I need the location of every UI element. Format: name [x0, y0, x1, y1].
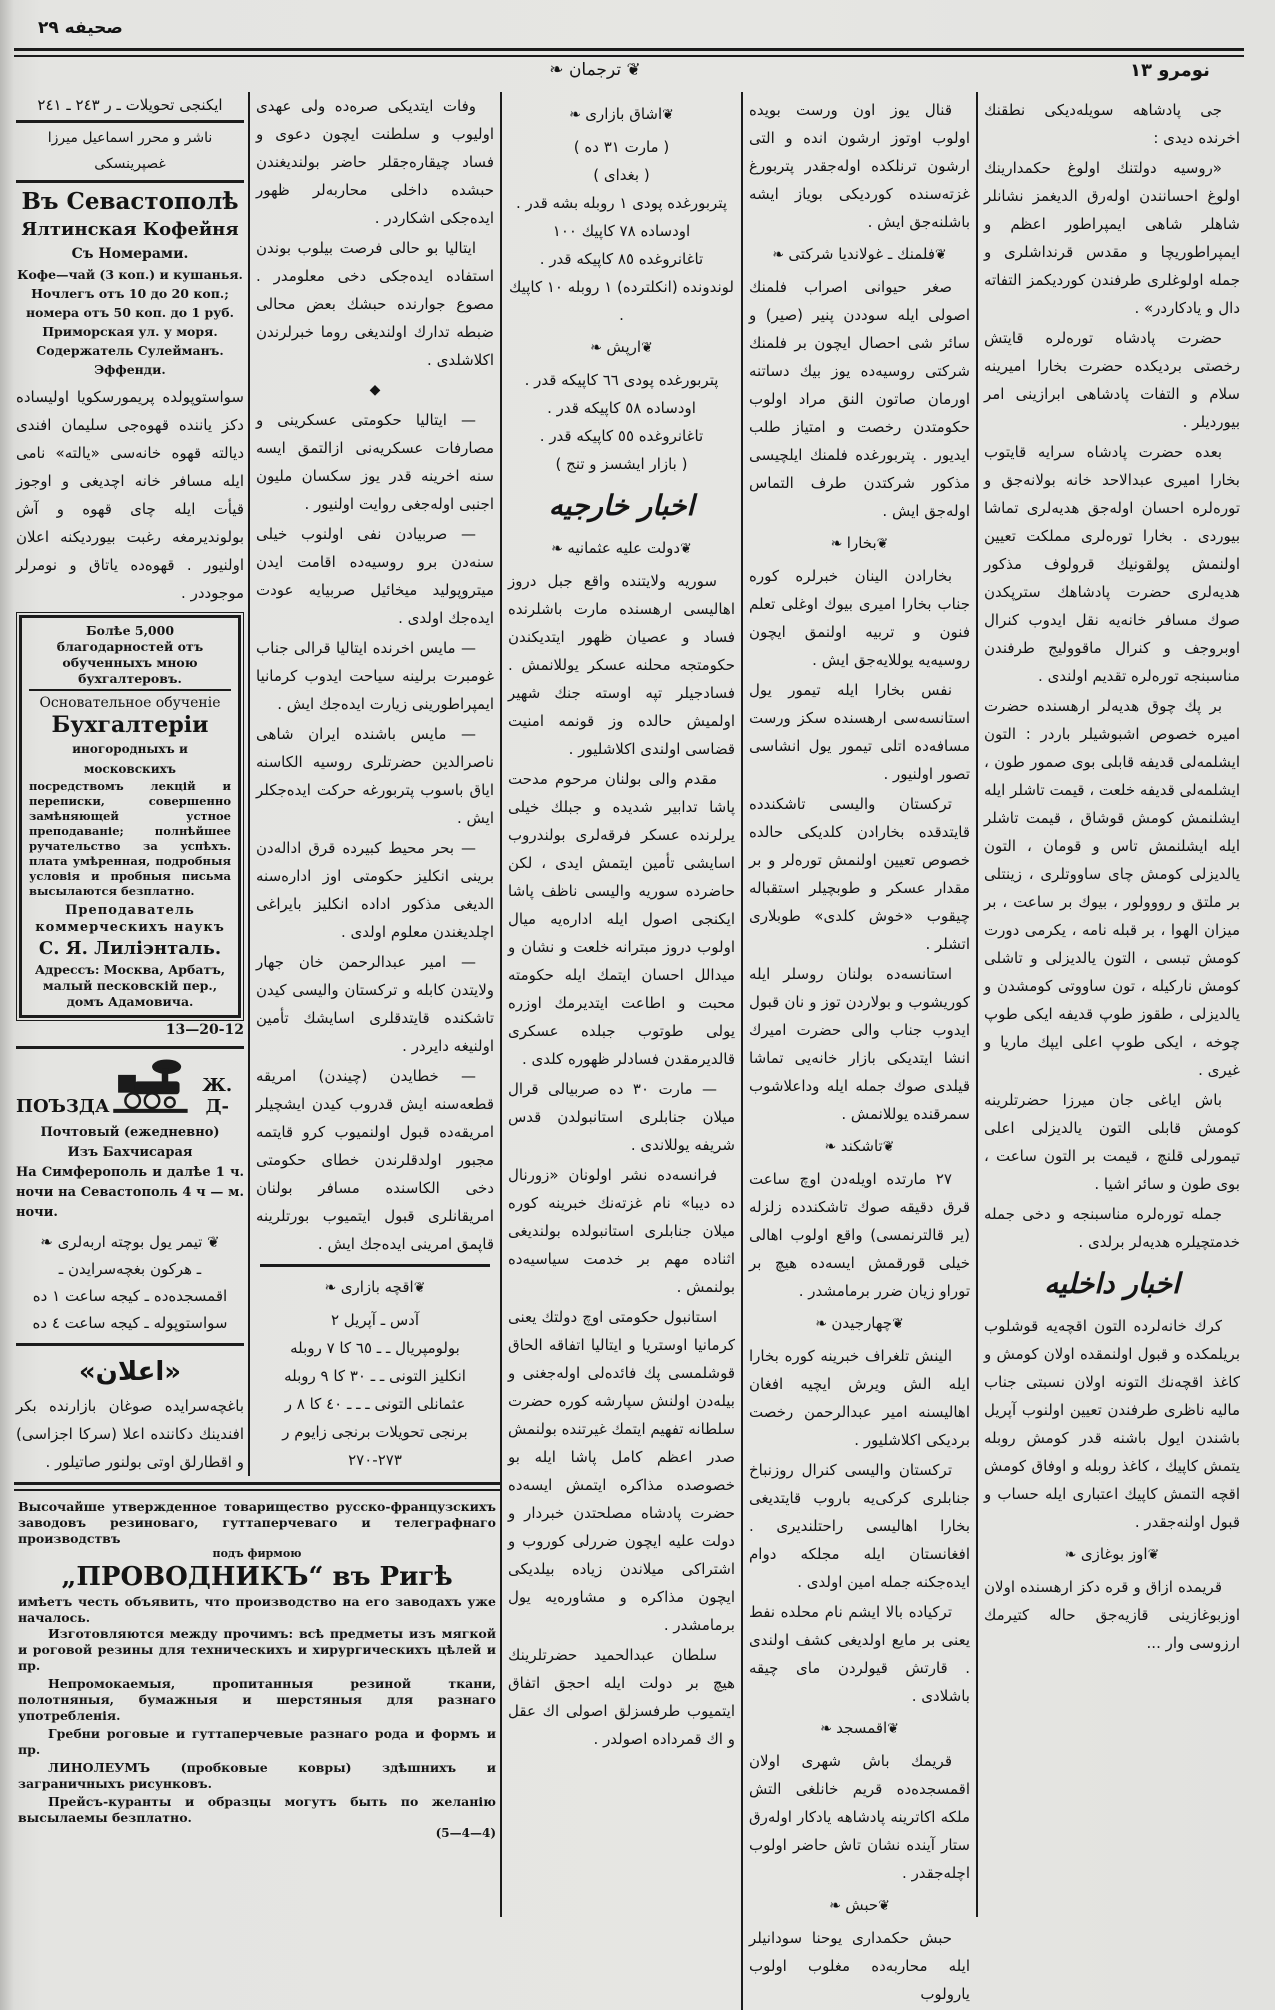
paragraph: قنال یوز اون ورست بویده اولوب اوتوز ارشون انده و التی ارشون ترنلکده اوله‌جقدر پتربورغ غزته‌سنده کوردیکی بویاز ایشه باشلنه‌جق ایش . [749, 101, 970, 231]
paragraph: سلطان عبدالحمید حضرتلرینك هیچ بر دولت ایله احجق اتفاق ایتمیوب طرفسزلق اصولی اك عقل و اك قمرداده اصولدر . [508, 1646, 735, 1748]
train-ad [16, 1057, 244, 1223]
ad-top: Болѣе 5,000 благодарностей отъ обученныхъ мною бухгалтеровъ. [29, 623, 231, 691]
ad-paragraph: имѣетъ честь объявить, что производство на его заводахъ уже началось. [18, 1594, 496, 1625]
left-columns [14, 92, 500, 1476]
ad-body: посредствомъ лекцій и переписки, совершенно замѣняющей устное преподаваніе; полнѣйшее ручательство за успѣхъ. плата умѣренная, подробныя условія и пробныя письма высылаются безплатно. [29, 779, 231, 898]
paragraph: باش ایاغی جان میرزا حضرتلرینه کومش قابلی التون یالدیزلی اعلی تیمورلی قلنچ ، قیمت بر التون ساعت ، بوی طون و سائر اشیا . [984, 1091, 1240, 1193]
centered-line: عثمانلی التونی ـ ـ ـ ٤٠ کا ٨ ر [284, 1395, 466, 1413]
paragraph: — مارت ٣٠ ده صربیالی قرال میلان جنابلری استانبولدن قدس شریفه یوللاندی . [508, 1080, 735, 1154]
centered-line: انکلیز التونی ـ ـ ٣٠ کا ٩ روبله [284, 1367, 466, 1385]
divider [16, 180, 244, 183]
ornament-icon: ❧ [40, 1233, 58, 1251]
paragraph: فرانسه‌ده نشر اولونان «زورنال ده دیبا» نام غزته‌نك خبرینه کوره میلان جنابلری استانبولده بولندیغی اثناده مهم بر خدمت سیاسیه‌ده بولنمش . [508, 1166, 735, 1296]
issue-number: نومرو ١٣ [1130, 60, 1210, 81]
ad-line: Основательное обученіе [39, 695, 221, 711]
left-column [14, 92, 248, 1476]
left-block [14, 92, 500, 1840]
ornament-icon: ❦ [202, 1233, 220, 1251]
centered-line: ( بغدای ) [593, 166, 650, 184]
ad-intro: Высочайше утвержденное товарищество русско-французскихъ заводовъ резиноваго, гуттаперчеваго и телеграфнаго производствъ [18, 1499, 496, 1546]
newspaper-name: ترجمان [568, 60, 622, 80]
ad-line: Содержатель Сулейманъ. [36, 343, 224, 358]
column-3 [500, 92, 741, 1917]
ad-line: Эффенди. [94, 362, 166, 377]
paragraph: — مایس باشنده ایران شاهی ناصرالدین حضرتلری روسیه الکاسنه ایاق باسوب پتربورغه حرکت ایده‌جکلر ایش . [256, 725, 494, 827]
heading [16, 1229, 244, 1256]
centered-line: اودساده ٧٨ کاپیك ١٠٠ [552, 222, 691, 240]
ad-line: Съ Номерами. [71, 246, 189, 262]
centered-line: آدس ـ آپریل ٢ [330, 1311, 420, 1329]
centered-line: برنجی تحویلات برنجی زایوم ر ٢٧٣-٢٧٠ [282, 1423, 468, 1469]
section-heading: ❦ تاشکند ❧ [749, 1132, 970, 1161]
masthead [0, 0, 1275, 92]
column-2 [248, 92, 500, 1476]
page-body [14, 92, 1275, 2010]
section-heading: ❦ اشاق بازاری ❧ [508, 100, 735, 129]
train-ad-tatar [16, 1229, 244, 1337]
divider [16, 1046, 244, 1049]
centered-line: تاغانروغده ٨٥ کاپیکه قدر . [539, 250, 704, 268]
section-heading: ❦ حبش ❧ [749, 1891, 970, 1920]
coffee-ad-tatar: سواستوپولده پریمورسکویا اولیساده دکز یاننده قهوه‌جی سلیمان افندی دیالته قهوه خانه‌سی «یالته» نامی ایله مسافر خانه اچدیغی و اوجوز قیأت ایله چای قهوه و آش بولوندیرمغه رغبت بیوردیکنه اعلان اولنیور . قهوه‌ده یاتاق و نومرلر موجوددر . [16, 388, 244, 602]
bookkeeping-ad [19, 615, 241, 1018]
ad-line: иногородныхъ и московскихъ [72, 742, 188, 776]
centered-line: تاغانروغده ٥٥ کاپیکه قدر . [539, 427, 704, 445]
paragraph: الینش تلغراف خبرینه کوره بخارا ایله الش ویرش ایچیه افغان اهالیسنه امیر عبدالرحمن رخصت بردیکی اکلاشلیور . [749, 1347, 970, 1449]
ad-line: На Симферополь и далѣе 1 ч. ночи на Севастополь 4 ч — м. ночи. [16, 1165, 244, 1220]
ad-line: Кофе—чай (3 коп.) и кушанья. [17, 267, 243, 282]
ad-subtitle: Ялтинская Кофейня [21, 219, 239, 240]
ad-name: С. Я. Лиліэнталь. [38, 938, 222, 959]
paragraph: — امیر عبدالرحمن خان جهار ولایتدن کابله و ترکستان والیسی کیدن تاشکنده قایتدقلری اسایشك تأمین اولنیغه دایردر . [256, 953, 494, 1055]
divider [16, 120, 244, 123]
paragraph: صغر حیوانی اصراب فلمنك اصولی ایله سوددن پنیر (صیر) و سائر شی احصال ایچون بر فلمنك شرکتی روسیه‌ده یوز بیك دساتنه اورمان صاتون النق مراد اولوب حکومتدن رخصت و امتیاز طلب ایدیور . پتربورغده فلمنك ایلچیسی مذکور شرکتدن طرف التماس اوله‌جق ایش . [749, 278, 970, 520]
coffee-house-ad [16, 186, 244, 379]
paragraph: وفات ایتدیکی صره‌ده ولی عهدی اولیوب و سلطنت ایچون دعوی و فساد چیقاره‌جقلر حاضر بولندیغندن حبشده داخلی محاربه‌لر ظهور ایده‌جکی اشکاردر . [256, 97, 494, 227]
centered-line: پتربورغده پودی ١ روبله بشه قدر . [515, 194, 728, 212]
column-5 [976, 92, 1246, 1917]
paragraph: جمله توره‌لره مناسبنجه و دخی جمله خدمتچیلره هدیه‌لر برلدی . [984, 1205, 1240, 1251]
ad-title: Въ Севастополѣ [21, 188, 239, 215]
ornament-icon: ❧ [549, 60, 569, 80]
notice-title: «اعلان» [78, 1357, 182, 1387]
ad-code: (5—4—4) [435, 1826, 496, 1840]
schedule-line: سواستوپوله ـ کیجه ساعت ٤ ده [32, 1314, 228, 1332]
paragraph: بر پك چوق هدیه‌لر ارهسنده حضرت امیره خصوص اشبوشیلر باردر : التون ایشلمه‌لی قدیفه قابلی بوی صمور طون ، ایشلمه‌لی قدیفه خلعت ، قیمت تاشلر ایله ایشلنمش کومش قوشاق ، قیمت تاشلر ایله ایشلنمش تاس و قومان ، التون یالدیزلی کومش چای ساووتلری ، زینتلی بر ملتق و رووولور ، بیوك بر ساعت ، بر میزان الهوا ، بر قبله نامه ، یکرمی دورت کومش تبسی ، التون یالدیزلی و تاشلی کومش نارکیله ، تون ساووتی کومشدن و یالدیزلی ، طقوز طوپ قدیفه ایکی طوپ چوخه ، ایکی طوپ اعلی ایپك ماریا و غیری . [984, 697, 1240, 1079]
paragraph: مقدم والی بولنان مرحوم مدحت پاشا تدابیر شدیده و جبلك خیلی یرلرنده عسکر فرقه‌لری بولندروب اسایشی تأمین ایتمش ایدی ، لکن حاضرده سوریه والیسی ناظف پاشا ایکنجی اصول ایله اداره‌یه میال اولوب دروز مبترانه خلعت و نشان و میدالل احسان ایتمك ایله حکومته محبت و اطاعت ایتدیرمك اوزره یولی طوتوب جبلده عسکری قالدیرمقدن فسادلر ظهوره کلدی . [508, 770, 735, 1068]
paragraph: ایتالیا بو حالی فرصت بیلوب بوندن استفاده ایده‌جکی دخی معلومدر . مصوع جوارنده حبشك بعض محالی ضبطه تدارك اولندیغی روما خبرلرندن اکلاشلدی . [256, 239, 494, 369]
paragraph: — مایس اخرنده ایتالیا قرالی جناب غومبرت برلینه سیاحت ایدوب کرمانیا ایمپراطورینی زیارت ایده‌جك ایش . [256, 639, 494, 713]
paragraph: ترکستان والیسی کنرال روزنباخ جنابلری کرکی‌یه باروب قایتدیغی بخارا اهالیسی راحتلندیری . افغانستان ایله مجلکه دوام ایده‌جکنه جمله امین اولدی . [749, 1461, 970, 1591]
section-heading: ❦ بخارا ❧ [749, 529, 970, 558]
paragraph: استانبول حکومتی اوچ دولتك یعنی کرمانیا اوستریا و ایتالیا اتفاقه الحاق قوشلمسی پك فائده‌لی اوله‌جغنی و بیله‌دن اولنش سپارشه کوره حضرت سلطانه تفهیم ایتمك غیرتنده بولنمش صدر اعظم کامل پاشا ایله بو خصوصده مذاکره ایتمش ایسه‌ده حضرت پادشاه مصلحتدن خبردار و دولت علیه ایچون ضررلی کوروب و اشتراکی میلاندن زیاده بیلدیکی ایچون مذاکره و مشاوره‌یه یول برمامشدر . [508, 1308, 735, 1634]
section-heading: ❦ اقچه بازاری ❧ [256, 1273, 494, 1302]
page-number: صحیفه ٢٩ [38, 18, 123, 38]
paragraph: قریمك باش شهری اولان اقمسجده‌ده قریم خانلغی التش ملکه اکاترینه پادشاهه یادکار اوله‌رق ستار آینده نشان تاش حاضر اولوب اچله‌جقدر . [749, 1752, 970, 1882]
schedule-line: اقمسجده‌ده ـ کیجه ساعت ١ ده [32, 1287, 228, 1305]
paragraph: «روسیه دولتنك اولوغ حکمدارینك اولوغ احسانندن اوله‌رق الدیغمز نشانلر شاهلر شاهی ایمپراطور اعظم و ایمپراطوریچا و مقدس قرنداشلری و جمله اولوغلری طرفندن کوردیکمز التفاته دال و یادکاردر» . [984, 159, 1240, 317]
ad-code: 13—20-12 [165, 1022, 244, 1038]
paragraph: بخارادن الینان خبرلره کوره جناب بخارا امیری بیوك اوغلی تعلم فنون و تربیه اولنمق ایچون روسیه‌یه یوللایه‌جق ایش . [749, 567, 970, 669]
paragraph: قریمده ازاق و قره دکز ارهسنده اولان اوزبوغازینی قازیه‌جق حاله کتیرمك ارزوسی وار ... [984, 1578, 1240, 1652]
section-heading: ❦ فلمنك ـ غولاندیا شرکتی ❧ [749, 240, 970, 269]
divider [14, 1482, 500, 1491]
paragraph: — بحر محیط کبیرده قرق اداله‌دن برینی انکلیز حکومتی اوز اداره‌سنه الدیغی مذکور اداده انکلیز بایراغی اچلدیغندن معلوم اولدی . [256, 839, 494, 941]
paragraph: — صربیادن نفی اولنوب خیلی سنه‌دن برو روسیه‌ده اقامت ایدن میتروپولید میخائیل صربیایه عودت ایده‌جك اولدی . [256, 525, 494, 627]
section-title: اخبار داخلیه [1044, 1267, 1180, 1300]
exchange-line: ایکنجی تحویلات ـ ر ٢٤٣ ـ ٢٤١ [37, 96, 223, 114]
centered-line: ( بازار ایشسز و تنج ) [555, 455, 688, 473]
centered-line: لوندونده (انکلترده) ١ روبله ١٠ کاپیك . [509, 278, 734, 324]
heading-text: تیمر یول بوچته اربه‌لری [57, 1233, 203, 1251]
train-ad-left: ПОЪЗДА [16, 1096, 110, 1117]
paragraph: — ایتالیا حکومتی عسکرینی و مصارفات عسکریه‌نی ازالتمق ایسه سنه اخرینه قدر یوز سکسان ملیون اجنبی اوله‌جغی روایت اولنیور . [256, 411, 494, 513]
paragraph: نفس بخارا ایله تیمور یول استانسه‌سی ارهسنده سکز ورست مسافه‌ده اتلی تیمور یول انشاسی تصور اولنیور . [749, 681, 970, 783]
paragraph: استانسه‌ده بولنان روسلر ایله کوریشوب و بولاردن توز و نان قبول ایدوب جناب والی حضرت امیرك انشا ایتدیکی بازار خانه‌یی تماشا قیلدی صوك جمله ایله وداعلاشوب سمرقنده یوللانمش . [749, 965, 970, 1123]
ornament-icon: ❦ [621, 60, 641, 80]
section-heading: ❦ اوز بوغازی ❧ [984, 1540, 1240, 1569]
ad-line: Изъ Бахчисарая [67, 1145, 193, 1160]
paragraph: — خطایدن (چیندن) امریقه قطعه‌سنه ایش قدروب کیدن ایشچیلر امریقه‌ده قبول اولنمیوب کرو قایتمه مجبور اولدقلرندن خطای حکومتی دخی الکاسنده مسافر بولنان امریقانلری قبول ایتمیوب بورتلرینه قاپمق امرینی ایده‌جك ایش . [256, 1067, 494, 1253]
locomotive-icon [110, 1057, 191, 1117]
ad-line: Приморская ул. у моря. [42, 324, 218, 339]
paragraph: ترکیاده بالا ایشم نام محلده نفط یعنی بر مایع اولدیغی کشف اولندی . قارتش قیولردن مای چیقه باشلادی . [749, 1603, 970, 1705]
ad-title: Бухгалтеріи [51, 712, 209, 738]
masthead-rule [14, 48, 1244, 57]
ad-title: „ПРОВОДНИКЪ“ въ Ригѣ [61, 1562, 453, 1592]
paragraph: حبش حکمداری یوحنا سودانیلر ایله محاربه‌ده مغلوب اولوب یارولوب [749, 1929, 970, 2003]
section-heading: ❦ ارپش ❧ [508, 333, 735, 362]
separator: ◆ [369, 382, 381, 398]
section-heading: ❦ چهارجیدن ❧ [749, 1309, 970, 1338]
paragraph: کرك خانه‌لرده التون اقچه‌یه قوشلوب بریلمکده و قبول اولنمقده اولان کومش و کاغذ اقچه‌نك التونه اولان نسبتی جناب مالیه ناظری طرفندن تعیین اولنوب آپریل باشندن ایول باشنه قدر کومش روبله یتمش کاپیك ، کاغذ روبله و اوفاق کومش اقچه التمش کاپیك اعتباری ایله حساب و قبول اولنه‌جقدر . [984, 1317, 1240, 1531]
divider [16, 1343, 244, 1346]
ad-firm-label: подъ фирмою [212, 1547, 302, 1560]
centered-line: ( مارت ٣١ ده ) [573, 138, 670, 156]
divider [260, 1264, 490, 1267]
section-title: اخبار خارجیه [548, 489, 695, 522]
newspaper-title [520, 60, 670, 80]
train-ad-right: Ж. Д- [202, 1075, 233, 1117]
ad-teacher: Преподаватель коммерческихъ наукъ [35, 903, 225, 935]
paragraph: ترکستان والیسی تاشکندده قایتدقده بخارادن کلدیکی حالده خصوص تعیین اولنمش توره‌لر و بر مقدار عسکر و طوبچیلر استقباله چیقوب «خوش کلدی» طوبلاری اتشلر . [749, 795, 970, 953]
ad-line: Почтовый (ежедневно) [40, 1125, 220, 1140]
paragraph: حضرت پادشاه توره‌لره قایتش رخصتی بردیکده حضرت بخارا امیرینه سلام و التفات پادشاهی ابرازینی امر بیوردیلر . [984, 329, 1240, 431]
notice [16, 1352, 244, 1476]
train-ad-header [16, 1057, 244, 1117]
ad-paragraph: ЛИНОЛЕУМЪ (пробковые ковры) здѣшнихъ и заграничныхъ рисунковъ. [18, 1760, 496, 1791]
paragraph: جی پادشاهه سویله‌دیکی نطقنك اخرنده دیدی : [984, 101, 1240, 147]
centered-line: پتربورغده پودی ٦٦ کاپیکه قدر . [524, 371, 719, 389]
provodnik-ad [14, 1499, 500, 1840]
ad-paragraph: Изготовляются между прочимъ: всѣ предметы изъ мягкой и роговой резины для техническихъ и хирургическихъ цѣлей и пр. [18, 1626, 496, 1673]
paragraph: بعده حضرت پادشاه سرایه قایتوب بخارا امیری عبدالاحد خانه بولانه‌جق و توره‌لره احسان اوله‌جق هدیه‌لری تماشا بیوردی . بخارا توره‌لری مملکت تعیین اولنمش پولقونیك قرولوف مذکور هدیه‌لری حضرت پادشاهك سترپکدن صوك مسافر خانه‌یه نقل ایدوب کنرال اوبروجف و کنرال ماقوولیج طرفندن مناسبنجه توره‌لره تقدیم اولندی . [984, 443, 1240, 685]
ad-line: Ночлегъ отъ 10 до 20 коп.; номера отъ 50 коп. до 1 руб. [26, 286, 234, 320]
publisher-line: ناشر و محرر اسماعیل میرزا غصپرینسکی [47, 130, 213, 172]
centered-line: بولومپریال ـ ـ ٦٥ کا ٧ روبله [290, 1339, 460, 1357]
schedule-line: ـ هرکون بغچه‌سرایدن ـ [58, 1260, 202, 1278]
ad-paragraph: Непромокаемыя, пропитанныя резиной ткани, полотняныя, бумажныя и шерстяныя для разнаго употребленія. [18, 1676, 496, 1723]
section-heading: ❦ اقمسجد ❧ [749, 1714, 970, 1743]
paragraph: سوریه ولایتنده واقع جبل دروز اهالیسی ارهسنده مارت باشلرنده فساد و عصیان ظهور ایتدیکندن حکومتجه محلنه عسکر یوللانمش . فسادجیلر تپه اوسته جنك شهیر اولمیش حالده وز قونمه امنیت قضاسی اولندی اکلاشلیور . [508, 572, 735, 758]
notice-body: باغچه‌سرایده صوغان بازارنده بکر افندینك دکاننده اعلا (سرکا اجزاسی) و اقطارلق اوتی بولنور صاتیلور . [16, 1397, 244, 1471]
section-heading: ❦ دولت علیه عثمانیه ❧ [508, 534, 735, 563]
ad-paragraph: Прейсъ-куранты и образцы могутъ быть по желанію высылаемы безплатно. [18, 1794, 496, 1825]
ad-address: Адрессъ: Москва, Арбатъ, малый песковскій пер., домъ Адамовича. [34, 962, 226, 1009]
ad-paragraph: Гребни роговые и гуттаперчевые разнаго рода и формъ и пр. [18, 1726, 496, 1757]
column-4 [741, 92, 976, 2010]
paragraph: ٢٧ مارتده اویله‌دن اوچ ساعت قرق دقیقه صوك تاشکندده زلزله (یر قالترنمسی) واقع اولوب اهالی خیلی قورقمش ایسه‌ده هیچ بر توراو زیان ضرر برمامشدر . [749, 1170, 970, 1300]
centered-line: اودساده ٥٨ کاپیکه قدر . [547, 399, 696, 417]
